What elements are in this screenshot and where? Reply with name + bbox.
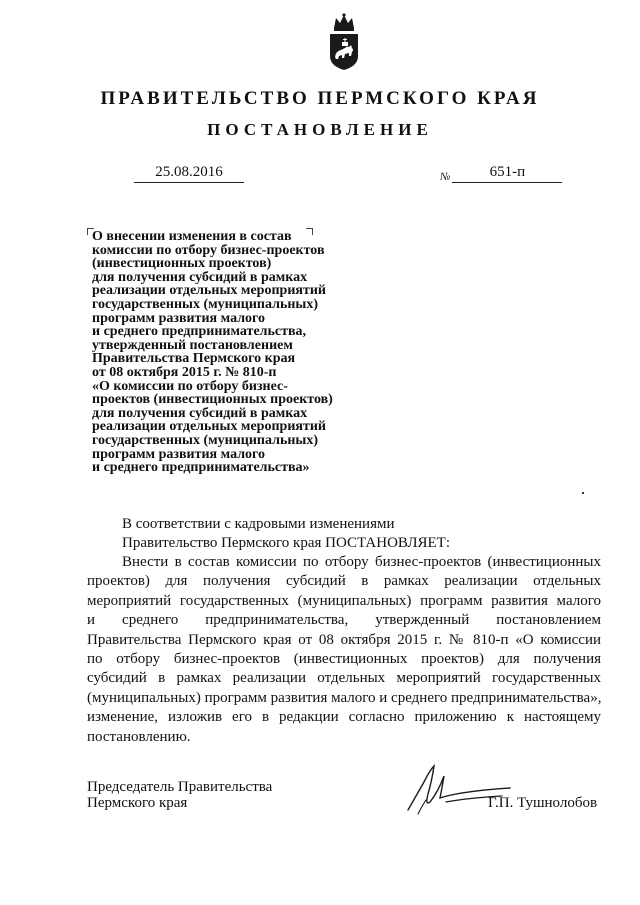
- subject-line: утвержденный постановлением: [92, 337, 293, 353]
- number-prefix: №: [440, 171, 451, 183]
- subject-line: программ развития малого: [92, 446, 266, 462]
- scan-dot-mark: [582, 492, 584, 494]
- body-line: изменение, изложив его в редакции согласно приложению к настоящему: [87, 709, 601, 726]
- document-type-heading: ПОСТАНОВЛЕНИЕ: [207, 120, 433, 139]
- subject-line: реализации отдельных мероприятий: [92, 419, 326, 435]
- preamble-line: В соответствии с кадровыми изменениями: [122, 516, 395, 532]
- body-line: проектов) для получения субсидий в рамках реализации отдельных: [87, 573, 601, 590]
- subject-line: «О комиссии по отбору бизнес-: [92, 378, 288, 394]
- organization-title: ПРАВИТЕЛЬСТВО ПЕРМСКОГО КРАЯ: [100, 88, 540, 109]
- document-number: 651-п: [452, 164, 562, 183]
- decree-body-paragraph: [87, 553, 601, 747]
- subject-line: от 08 октября 2015 г. № 810-п: [92, 364, 277, 380]
- body-line: Внести в состав комиссии по отбору бизнес-проектов (инвестиционных: [122, 554, 601, 570]
- signatory-name: Г.П. Тушнолобов: [488, 795, 598, 811]
- subject-line: программ развития малого: [92, 310, 266, 326]
- subject-line: государственных (муниципальных): [92, 432, 319, 448]
- preamble-resolves-line: Правительство Пермского края ПОСТАНОВЛЯЕТ:: [122, 535, 451, 551]
- subject-line: Правительства Пермского края: [92, 351, 296, 367]
- body-line: и среднего предпринимательства, утвержденный постановлением: [87, 612, 601, 629]
- signatory-position-line: Председатель Правительства: [87, 779, 273, 795]
- subject-line: реализации отдельных мероприятий: [92, 283, 326, 299]
- perm-krai-coat-of-arms-icon: [324, 12, 364, 72]
- subject-line: государственных (муниципальных): [92, 296, 319, 312]
- body-line: мероприятий государственных (муниципальных) программ развития малого: [87, 592, 601, 609]
- document-date: 25.08.2016: [134, 164, 244, 183]
- document-number-field: [440, 164, 562, 183]
- subject-line: О внесении изменения в состав: [92, 229, 292, 244]
- body-line: Правительства Пермского края от 08 октября 2015 г. № 810-п «О комиссии: [87, 631, 601, 648]
- decree-subject-title: [92, 230, 412, 475]
- subject-line: и среднего предпринимательства»: [92, 460, 310, 476]
- body-line: постановлению.: [87, 728, 191, 745]
- subject-line: и среднего предпринимательства,: [92, 324, 307, 340]
- body-line: (муниципальных) программ развития малого и среднего предпринимательства»,: [87, 689, 601, 706]
- subject-line: комиссии по отбору бизнес-проектов: [92, 242, 325, 258]
- subject-line: (инвестиционных проектов): [92, 256, 272, 272]
- subject-line: для получения субсидий в рамках: [92, 405, 308, 421]
- body-line: субсидий в рамках реализации отдельных мероприятий государственных: [87, 670, 601, 687]
- subject-line: проектов (инвестиционных проектов): [92, 392, 333, 408]
- body-line: по отбору бизнес-проектов (инвестиционных проектов) для получения: [87, 651, 601, 668]
- subject-line: для получения субсидий в рамках: [92, 269, 308, 285]
- signatory-position-line: Пермского края: [87, 795, 188, 811]
